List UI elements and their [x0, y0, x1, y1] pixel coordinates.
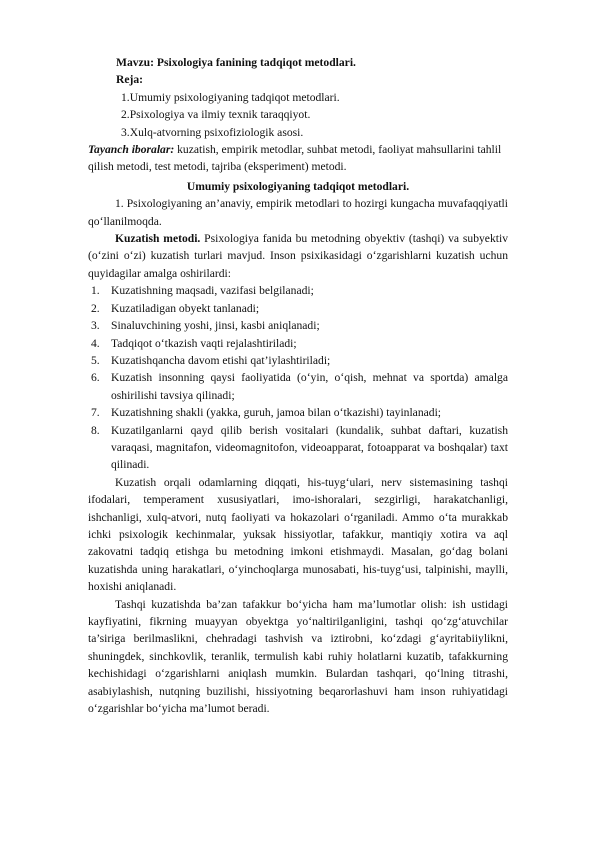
section-title: Umumiy psixologiyaning tadqiqot metodlari.	[186, 179, 410, 193]
list-text: Kuzatiladigan obyekt tanlanadi;	[111, 301, 260, 315]
plan-item: 2.Psixologiya va ilmiy texnik taraqqiyot.	[121, 108, 311, 122]
list-number: 6.	[91, 371, 100, 385]
list-number: 2.	[91, 301, 100, 315]
observation-paragraph	[88, 230, 508, 282]
list-number: 5.	[91, 353, 100, 367]
intro-paragraph: 1. Psixologiyaning an’anaviy, empirik metodlari to hozirgi kungacha muvafaqqiyatli qo‘llanilmoqda.	[88, 197, 508, 228]
keywords-paragraph	[88, 141, 508, 176]
plan-item: 3.Xulq-atvorning psixofiziologik asosi.	[121, 125, 304, 139]
list-item	[91, 282, 508, 299]
observation-term: Kuzatish metodi.	[115, 232, 201, 246]
list-item	[91, 369, 508, 404]
list-number: 1.	[91, 284, 100, 298]
keywords-label: Tayanch iboralar:	[88, 143, 175, 157]
list-text: Sinaluvchining yoshi, jinsi, kasbi aniqlanadi;	[111, 319, 320, 333]
body-paragraph: Tashqi kuzatishda ba’zan tafakkur bo‘yicha ham ma’lumotlar olish: ish ustidagi kayfiyatini, fikrning muayyan obyektga yo‘naltirilganligini, tashqi qo‘zg‘atuvchilar ta’siriga berilmaslikni, chehradagi tashvish va iztirobni, ko‘zdagi g‘ayritabiiylikni, shuningdek, sinchkovlik, teranlik, termulish kabi ruhiy holatlarni kuzatib, tafakkurning kechishidagi o‘zgarishlarni aniqlash mumkin. Bulardan tashqari, qo‘lning titrashi, asabiylashish, nutqning buzilishi, hissiyotning beqarorlashuvi ham inson ruhiyatidagi o‘zgarishlar bo‘yicha ma’lumot beradi.	[88, 597, 508, 716]
list-text: Kuzatilganlarni qayd qilib berish vositalari (kundalik, suhbat daftari, kuzatish varaqasi, magnitafon, videomagnitofon, videoapparat, fotoapparat va boshqalar) taxt qilinadi.	[111, 423, 508, 472]
list-text: Kuzatishning shakli (yakka, guruh, jamoa bilan o‘tkazishi) tayinlanadi;	[111, 406, 442, 420]
plan-label: Reja:	[116, 73, 144, 87]
steps-list	[88, 282, 508, 473]
observation-text: Psixologiya fanida bu metodning obyektiv (tashqi) va subyektiv (o‘zini o‘zi) kuzatish turlari mavjud. Inson psixikasidagi o‘zgarishlarni kuzatish uchun quyidagilar amalga oshirilardi:	[88, 232, 508, 280]
keywords-text: kuzatish, empirik metodlar, suhbat metodi, faoliyat mahsullarini tahlil qilish metodi, test metodi, tajriba (eksperiment) metodi.	[88, 143, 502, 174]
list-text: Tadqiqot o‘tkazish vaqti rejalashtiriladi;	[111, 336, 297, 350]
list-text: Kuzatishning maqsadi, vazifasi belgilanadi;	[111, 284, 314, 298]
list-text: Kuzatish insonning qaysi faoliyatida (o‘yin, o‘qish, mehnat va sportda) amalga oshirilishi tavsiya qilinadi;	[111, 371, 508, 402]
list-number: 3.	[91, 319, 100, 333]
list-item	[91, 335, 508, 352]
list-text: Kuzatishqancha davom etishi qat’iylashtiriladi;	[111, 353, 331, 367]
list-item	[91, 317, 508, 334]
document-page	[88, 54, 508, 717]
list-number: 8.	[91, 423, 100, 437]
plan-list	[121, 89, 508, 141]
list-item	[91, 422, 508, 474]
list-item	[91, 300, 508, 317]
body-paragraph: Kuzatish orqali odamlarning diqqati, his-tuyg‘ulari, nerv sistemasining tashqi ifodalari, temperament xususiyatlari, imo-ishoralari, sezgirligi, harakatchanligi, ishchanligi, xulq-atvori, nutq faoliyati va hokazolari o‘rganiladi. Ammo o‘ta murakkab ichki psixologik kechinmalar, yuksak hissiyotlar, tafakkur, mantiqiy xotira va aql zakovatni tadqiq etishga bu metodning imkoni etishmaydi. Masalan, go‘dag bolani kuzatishda uning harakatlari, o‘yinchoqlarga munosabati, his-tuyg‘usi, talpinishi, maylli, hoxishi aniqlanadi.	[88, 475, 508, 594]
list-item	[91, 404, 508, 421]
plan-item: 1.Umumiy psixologiyaning tadqiqot metodlari.	[121, 90, 340, 104]
list-number: 4.	[91, 336, 100, 350]
list-number: 7.	[91, 406, 100, 420]
list-item	[91, 352, 508, 369]
topic-heading: Mavzu: Psixologiya fanining tadqiqot metodlari.	[116, 56, 356, 69]
